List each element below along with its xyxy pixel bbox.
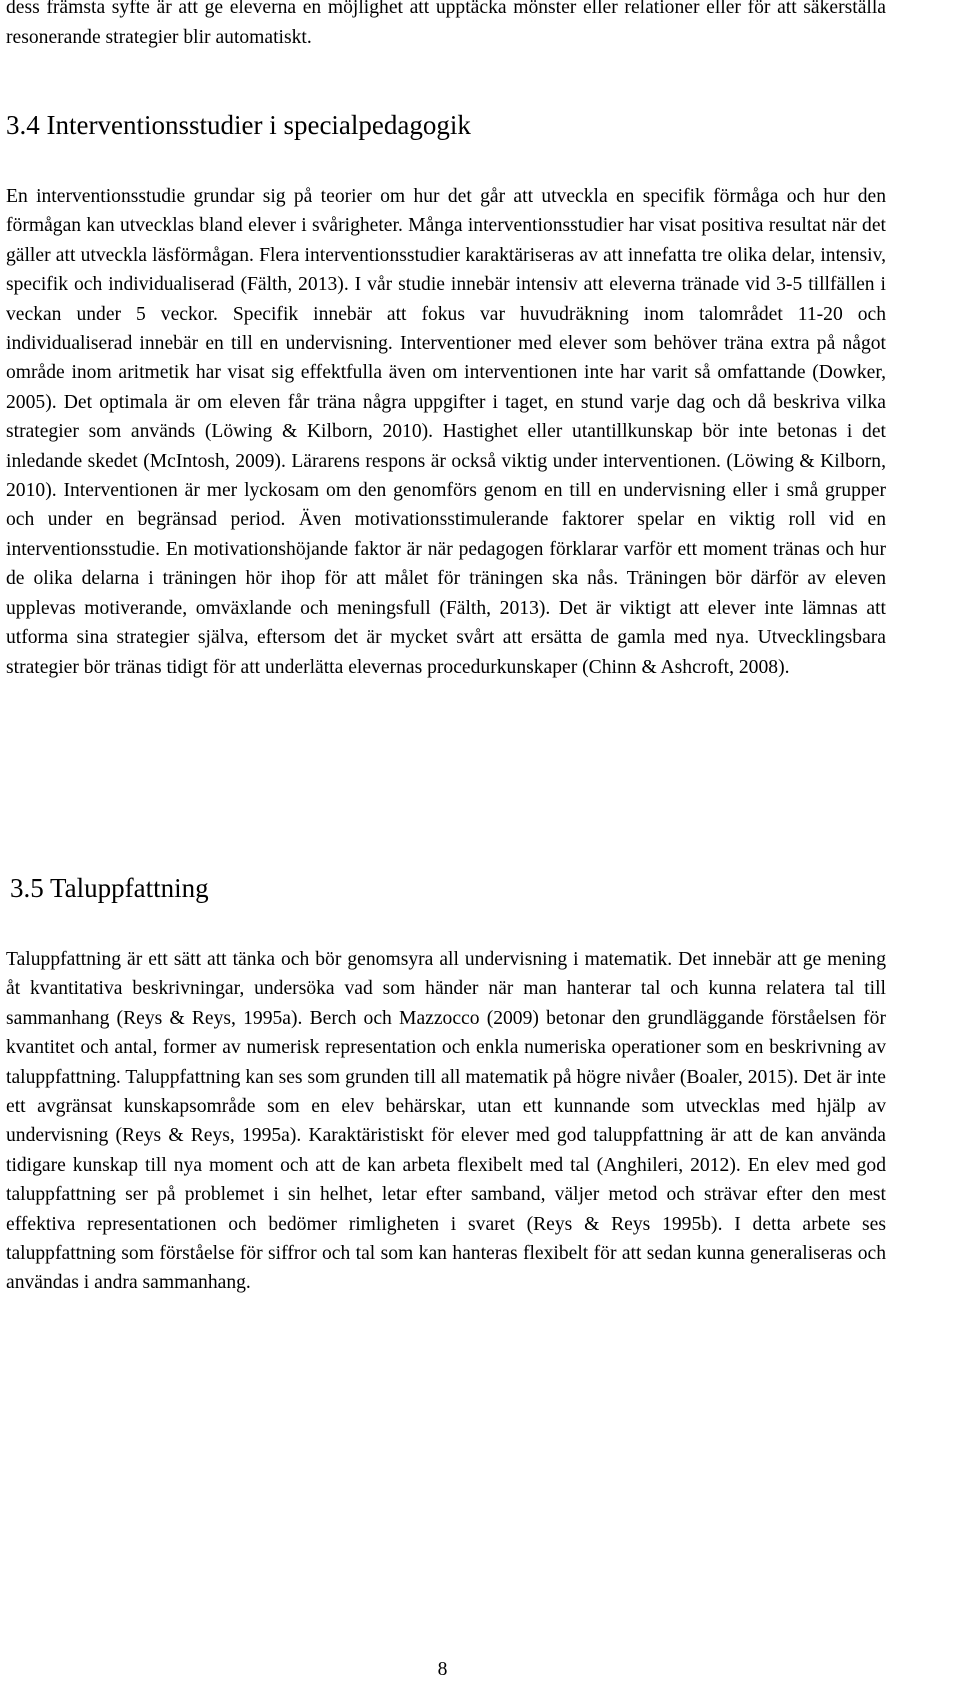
- section-3-5-paragraph: Taluppfattning är ett sätt att tänka och bör genomsyra all undervisning i matematik. Det innebär att ge mening åt kvantitativa beskrivningar, undersöka vad som händer när man hanterar tal och kunna relatera tal till sammanhang (Reys & Reys, 1995a). Berch och Mazzocco (2009) betonar den grundläggande förståelsen för kvantitet och antal, former av numerisk representation och enkla numeriska operationer som en beskrivning av taluppfattning. Taluppfattning kan ses som grunden till all matematik på högre nivåer (Boaler, 2015). Det är inte ett avgränsat kunskapsområde som en elev behärskar, utan ett kunnande som utvecklas med hjälp av undervisning (Reys & Reys, 1995a). Karaktäristiskt för elever med god taluppfattning är att de kan använda tidigare kunskap till nya moment och att de kan arbeta flexibelt med tal (Anghileri, 2012). En elev med god taluppfattning ser på problemet i sin helhet, letar efter samband, väljer metod och strävar efter den mest effektiva representationen och bedömer rimligheten i svaret (Reys & Reys 1995b). I detta arbete ses taluppfattning som förståelse för siffror och tal som kan hanteras flexibelt för att sedan kunna generaliseras och användas i andra sammanhang.: [6, 949, 886, 1294]
- intro-paragraph: dess främsta syfte är att ge eleverna en möjlighet att upptäcka mönster eller relationer eller för att säkerställa resonerande strategier blir automatiskt.: [6, 0, 886, 48]
- page-number: 8: [437, 1659, 448, 1680]
- section-heading-3-5: 3.5 Taluppfattning: [10, 873, 209, 903]
- section-3-4-paragraph: En interventionsstudie grundar sig på teorier om hur det går att utveckla en specifik förmåga och hur den förmågan kan utvecklas bland elever i svårigheter. Många interventionsstudier har visat positiva resultat när det gäller att utveckla läsförmågan. Flera interventionsstudier karaktäriseras av att innefatta tre olika delar, intensiv, specifik och individualiserad (Fälth, 2013). I vår studie innebär intensiv att eleverna tränade vid 3-5 tillfällen i veckan under 5 veckor. Specifik innebär att fokus var huvudräkning inom talområdet 11-20 och individualiserad innebär en till en undervisning. Interventioner med elever som behöver träna extra på något område inom aritmetik har visat sig effektfulla även om interventionen inte har varit så omfattande (Dowker, 2005). Det optimala är om eleven får träna några uppgifter i taget, en stund varje dag och då beskriva vilka strategier som används (Löwing & Kilborn, 2010). Hastighet eller utantillkunskap bör inte betonas i det inledande skedet (McIntosh, 2009). Lärarens respons är också viktig under interventionen. (Löwing & Kilborn, 2010). Interventionen är mer lyckosam om den genomförs genom en till en undervisning eller i små grupper och under en begränsad period. Även motivationsstimulerande faktorer spelar en viktig roll vid en interventionsstudie. En motivationshöjande faktor är när pedagogen förklarar varför ett moment tränas och hur de olika delarna i träningen hör ihop för att målet för träningen ska nås. Träningen bör därför av eleven upplevas motiverande, omväxlande och meningsfull (Fälth, 2013). Det är viktigt att elever inte lämnas att utforma sina strategier själva, eftersom det är mycket svårt att ersätta de gamla med nya. Utvecklingsbara strategier bör tränas tidigt för att underlätta elevernas procedurkunskaper (Chinn & Ashcroft, 2008).: [6, 186, 886, 678]
- section-heading-3-4: 3.4 Interventionsstudier i specialpedagogik: [6, 110, 471, 140]
